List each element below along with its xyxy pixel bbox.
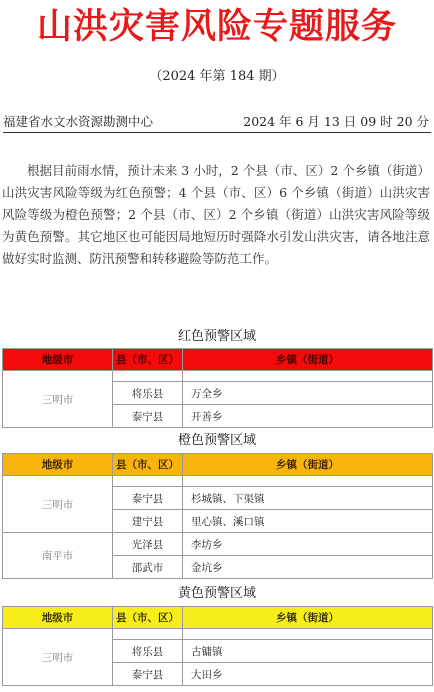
col-town-header: 乡镇（街道）: [183, 349, 433, 371]
col-county-header: 县（市、区）: [113, 454, 183, 476]
city-cell: 三明市: [3, 371, 113, 428]
red-warning-table: [2, 348, 433, 428]
issue-datetime: 2024 年 6 月 13 日 09 时 20 分: [243, 114, 429, 129]
town-cell: 开善乡: [183, 405, 433, 428]
table-header-row: [3, 454, 433, 476]
county-cell: 泰宁县: [113, 663, 183, 686]
col-city-header: 地级市: [3, 454, 113, 476]
orange-warning-table: [2, 453, 433, 579]
table-header-row: [3, 349, 433, 371]
col-county-header: 县（市、区）: [113, 607, 183, 629]
city-cell: 三明市: [3, 629, 113, 686]
orange-section-title: 橙色预警区域: [177, 433, 256, 448]
town-cell: 李坊乡: [183, 533, 433, 556]
town-cell: 万全乡: [183, 382, 433, 405]
table-row: [3, 533, 433, 556]
town-cell: 杉城镇、下渠镇: [183, 487, 433, 510]
issuer-line: [3, 112, 431, 133]
town-cell: 大田乡: [183, 663, 433, 686]
col-city-header: 地级市: [3, 349, 113, 371]
forecast-paragraph: 根据目前雨水情，预计未来 3 小时，2 个县（市、区）2 个乡镇（街道）山洪灾害风险等级为红色预警；4 个县（市、区）6 个乡镇（街道）山洪灾害风险等级为橙色预警；2 个县（市、区）2 个乡镇（街道）山洪灾害风险等级为黄色预警。其它地区也可能因局地短历时强降水引发山洪灾害，请各地注意做好实时监测、防汛预警和转移避险等防范工作。: [2, 163, 430, 266]
county-cell: 泰宁县: [113, 487, 183, 510]
red-section-title: 红色预警区域: [177, 329, 256, 344]
yellow-warning-table: [2, 606, 433, 686]
town-cell: 金坑乡: [183, 556, 433, 579]
col-town-header: 乡镇（街道）: [183, 454, 433, 476]
county-cell: 将乐县: [113, 640, 183, 663]
table-header-row: [3, 607, 433, 629]
county-cell: 将乐县: [113, 382, 183, 405]
city-cell: 南平市: [3, 533, 113, 579]
col-town-header: 乡镇（街道）: [183, 607, 433, 629]
city-cell: 三明市: [3, 476, 113, 533]
county-cell: 建宁县: [113, 510, 183, 533]
issuing-organization: 福建省水文水资源勘测中心: [3, 114, 154, 129]
col-city-header: 地级市: [3, 607, 113, 629]
col-county-header: 县（市、区）: [113, 349, 183, 371]
town-cell: 古镛镇: [183, 640, 433, 663]
county-cell: 邵武市: [113, 556, 183, 579]
county-cell: 光泽县: [113, 533, 183, 556]
county-cell: 泰宁县: [113, 405, 183, 428]
issue-number: （2024 年第 184 期）: [149, 69, 285, 84]
document-title: 山洪灾害风险专题服务: [36, 7, 397, 47]
town-cell: 里心镇、溪口镇: [183, 510, 433, 533]
yellow-section-title: 黄色预警区域: [177, 586, 256, 601]
